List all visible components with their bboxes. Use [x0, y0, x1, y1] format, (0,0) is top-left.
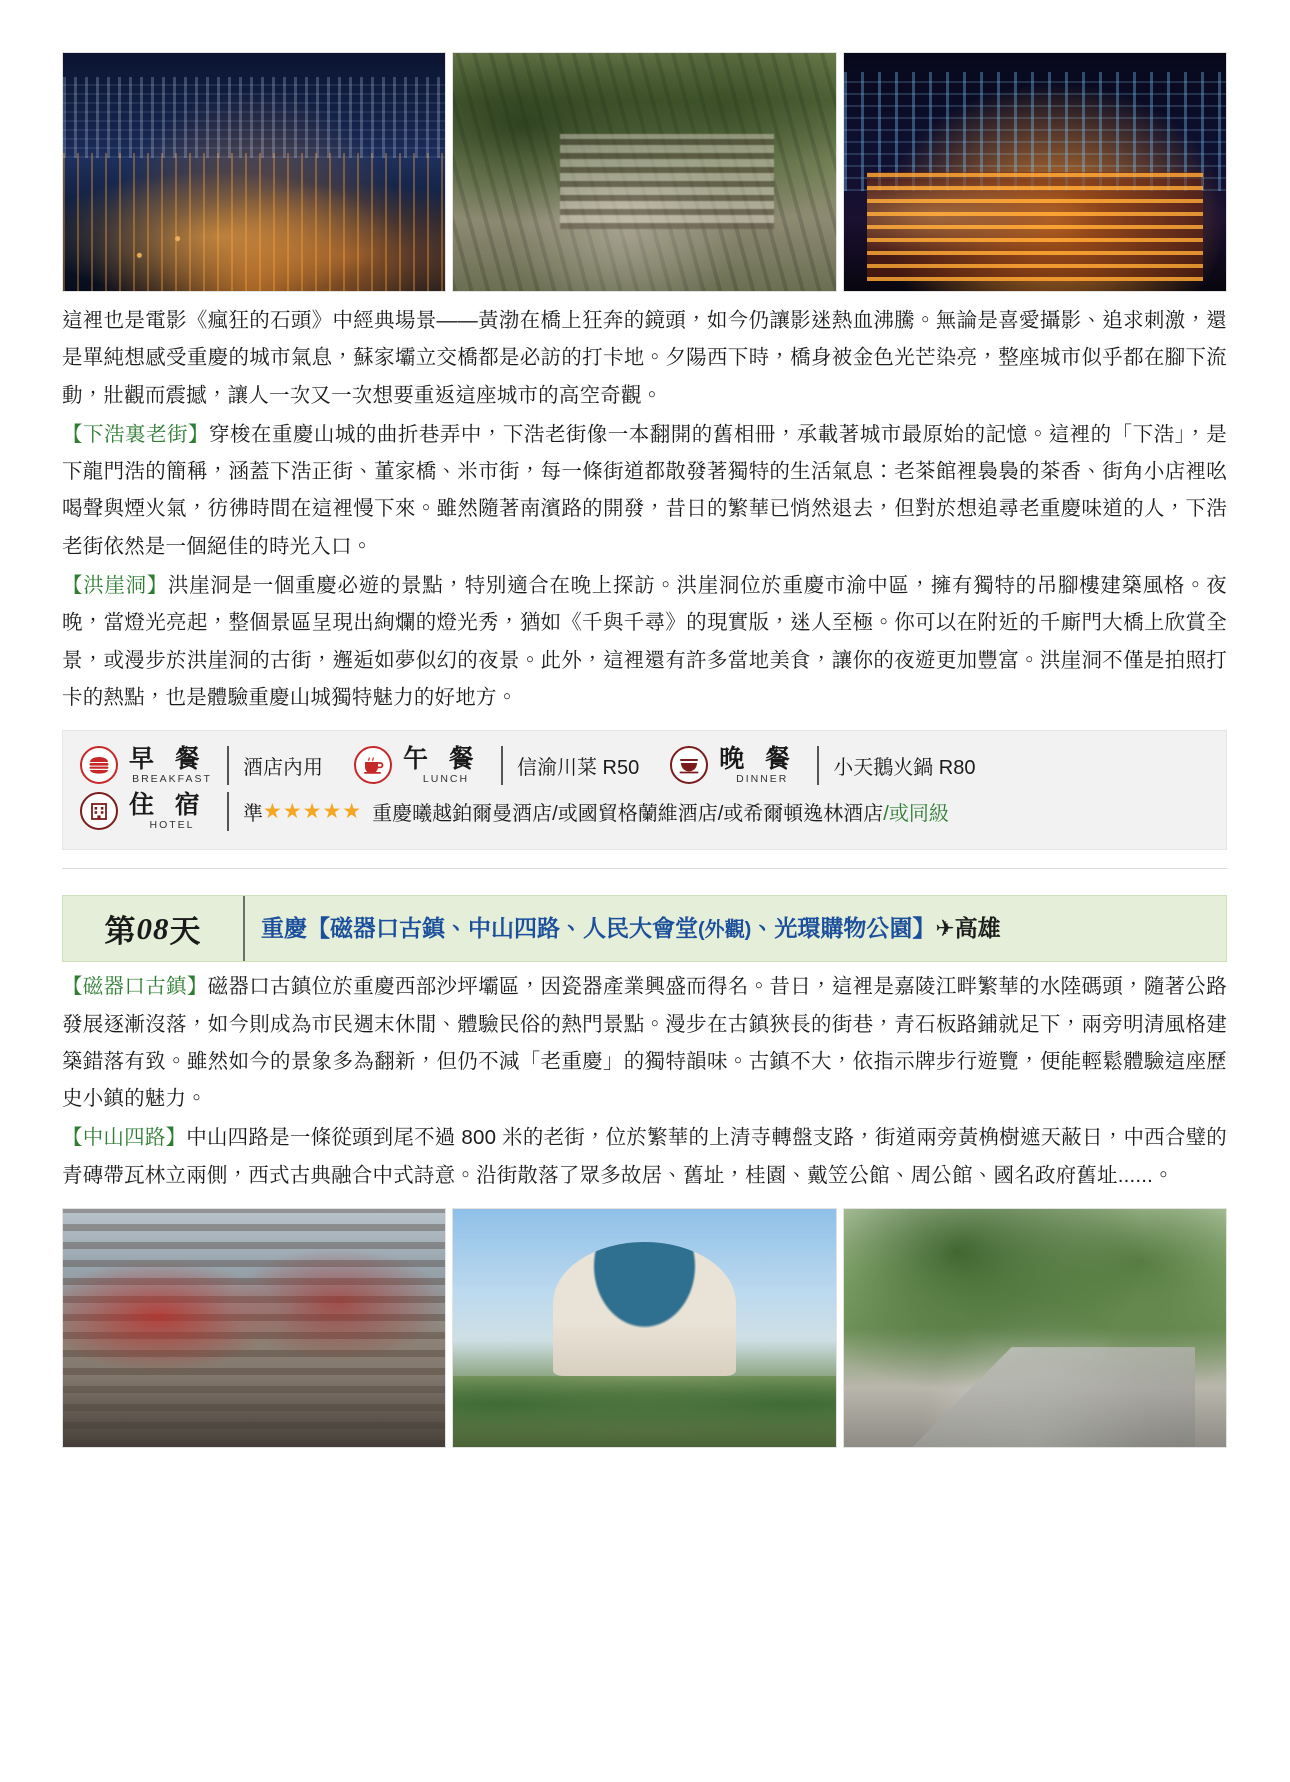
paragraph-interchange — [62, 302, 1227, 414]
day-number-digits: 08 — [136, 910, 170, 946]
photo-gallery-bottom — [62, 1208, 1227, 1448]
airplane-icon: ✈ — [935, 914, 955, 941]
paragraph-zhongshan — [62, 1119, 1227, 1194]
meal-breakfast — [77, 745, 323, 785]
meal-label-hotel — [129, 792, 229, 831]
meal-value-breakfast: 酒店內用 — [243, 756, 323, 779]
photo-ciqikou-ancient-town — [62, 1208, 446, 1448]
day-header — [62, 895, 1227, 962]
meal-label-en: DINNER — [736, 772, 789, 785]
photo-gallery-top — [62, 52, 1227, 292]
meal-label-dinner — [719, 746, 819, 785]
hotel-name-list: 重慶曦越鉑爾曼酒店/或國貿格蘭維酒店/或希爾頓逸林酒店 — [372, 802, 884, 825]
burger-icon — [77, 745, 121, 785]
paragraph-text: 洪崖洞是一個重慶必遊的景點，特別適合在晚上探訪。洪崖洞位於重慶市渝中區，擁有獨特的吊腳樓建築風格。夜晚，當燈光亮起，整個景區呈現出絢爛的燈光秀，猶如《千與千尋》的現實版，迷人至極。你可以在附近的千廝門大橋上欣賞全景，或漫步於洪崖洞的古街，邂逅如夢似幻的夜景。此外，這裡還有許多當地美食，讓你的夜遊更加豐富。洪崖洞不僅是拍照打卡的熱點，也是體驗重慶山城獨特魅力的好地方。 — [62, 574, 1228, 709]
paragraph-xiahao — [62, 416, 1227, 565]
paragraph-text: 穿梭在重慶山城的曲折巷弄中，下浩老街像一本翻開的舊相冊，承載著城市最原始的記憶。這裡的「下浩」，是下龍門浩的簡稱，涵蓋下浩正街、董家橋、米市街，每一條街道都散發著獨特的生活氣息：老茶館裡裊裊的茶香、街角小店裡吆喝聲與煙火氣，彷彿時間在這裡慢下來。雖然隨著南濱路的開發，昔日的繁華已悄然退去，但對於想追尋老重慶味道的人，下浩老街依然是一個絕佳的時光入口。 — [62, 422, 1228, 558]
meal-label-en: HOTEL — [149, 818, 195, 831]
day-number-suffix: 天 — [169, 914, 202, 950]
hotel-building-icon — [77, 791, 121, 831]
paragraph-text: 中山四路是一條從頭到尾不過 800 米的老街，位於繁華的上清寺轉盤支路，街道兩旁黃桷樹遮天蔽日，中西合璧的青磚帶瓦林立兩側，西式古典融合中式詩意。沿街散落了眾多故居、舊址，桂園、戴笠公館、周公館、國名政府舊址......。 — [62, 1126, 1227, 1187]
day-title-main: 重慶【磁器口古鎮、中山四路、人民大會堂 — [261, 914, 698, 941]
meal-row — [77, 745, 1212, 785]
meal-label-cn: 午 餐 — [403, 744, 480, 774]
photo-hongya-cave-night — [843, 52, 1227, 292]
paragraph-text: 這裡也是電影《瘋狂的石頭》中經典場景——黃渤在橋上狂奔的鏡頭，如今仍讓影迷熱血沸騰。無論是喜愛攝影、追求刺激，還是單純想感受重慶的城市氣息，蘇家壩立交橋都是必訪的打卡地。夕陽西下時，橋身被金色光芒染亮，整座城市似乎都在腳下流動，壯觀而震撼，讓人一次又一次想要重返這座城市的高空奇觀。 — [62, 309, 1227, 407]
paragraph-lead-ciqikou: 【磁器口古鎮】 — [62, 975, 208, 999]
meal-and-hotel-box — [62, 730, 1227, 850]
day-destination: 高雄 — [954, 914, 1001, 941]
hotel-or-equivalent: /或同級 — [883, 802, 949, 825]
teacup-icon — [351, 745, 395, 785]
meal-label-breakfast — [129, 746, 229, 785]
paragraph-lead-hongya: 【洪崖洞】 — [62, 574, 168, 598]
meal-dinner — [667, 745, 1212, 785]
day-title-paren: (外觀) — [698, 918, 752, 941]
meal-label-en: BREAKFAST — [132, 772, 212, 785]
paragraph-lead-xiahao: 【下浩裏老街】 — [62, 422, 209, 446]
meal-label-lunch — [403, 746, 503, 785]
meal-lunch — [351, 745, 639, 785]
photo-chongqing-interchange-night — [62, 52, 446, 292]
meal-label-cn: 晚 餐 — [719, 744, 796, 774]
meal-label-cn: 住 宿 — [129, 790, 206, 820]
hotel-cell — [77, 791, 1212, 831]
bowl-icon — [667, 745, 711, 785]
paragraph-ciqikou — [62, 968, 1227, 1117]
day-title — [245, 896, 1226, 961]
photo-xiahao-old-street — [452, 52, 836, 292]
meal-value-dinner: 小天鵝火鍋 R80 — [833, 756, 976, 779]
meal-label-cn: 早 餐 — [129, 744, 206, 774]
day-title-tail: 、光環購物公園】 — [751, 914, 936, 941]
photo-zhongshan-fourth-road — [843, 1208, 1227, 1448]
hotel-grade-prefix: 準 — [243, 802, 263, 825]
paragraph-hongya — [62, 567, 1227, 716]
meal-label-en: LUNCH — [422, 772, 470, 785]
hotel-star-rating: ★★★★★ — [263, 799, 363, 823]
photo-great-hall-of-the-people — [452, 1208, 836, 1448]
paragraph-lead-zhongshan: 【中山四路】 — [62, 1126, 187, 1150]
hotel-row — [77, 791, 1212, 831]
meal-value-lunch: 信渝川菜 R50 — [517, 756, 640, 779]
paragraph-text: 磁器口古鎮位於重慶西部沙坪壩區，因瓷器產業興盛而得名。昔日，這裡是嘉陵江畔繁華的水陸碼頭，隨著公路發展逐漸沒落，如今則成為市民週末休閒、體驗民俗的熱門景點。漫步在古鎮狹長的街巷，青石板路鋪就足下，兩旁明清風格建築錯落有致。雖然如今的景象多為翻新，但仍不減「老重慶」的獨特韻味。古鎮不大，依指示牌步行遊覽，便能輕鬆體驗這座歷史小鎮的魅力。 — [62, 975, 1227, 1111]
day-number — [63, 896, 245, 961]
section-divider — [62, 868, 1227, 869]
day-number-prefix: 第 — [104, 914, 137, 950]
